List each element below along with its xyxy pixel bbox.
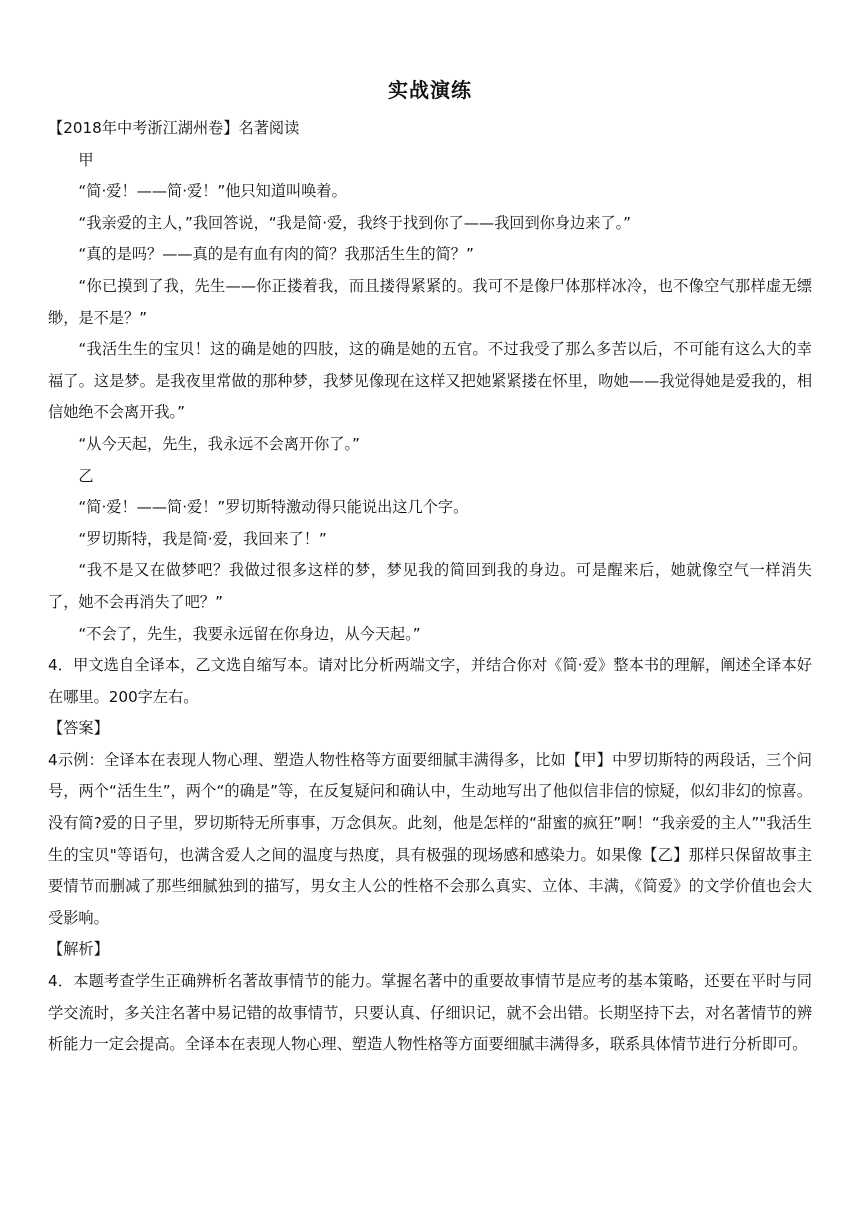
answer-heading: 【答案】: [48, 719, 109, 738]
page-title: 实战演练: [388, 78, 472, 102]
passage-b: [48, 461, 812, 651]
analysis-heading: 【解析】: [48, 940, 109, 959]
question-source: 【2018年中考浙江湖州卷】名著阅读: [48, 119, 300, 137]
passage-paragraph: “你已摸到了我，先生——你正搂着我，而且搂得紧紧的。我可不是像尸体那样冰冷，也不像空气那样虚无缥缈，是不是？”: [48, 276, 812, 327]
passage-paragraph: “简·爱！——简·爱！”他只知道叫唤着。: [78, 182, 347, 201]
passage-a: [48, 145, 812, 461]
passage-paragraph: “从今天起，先生，我永远不会离开你了。”: [78, 434, 360, 453]
question-prompt: 4．甲文选自全译本，乙文选自缩写本。请对比分析两端文字，并结合你对《简·爱》整本书的理解，阐述全译本好在哪里。200字左右。: [48, 656, 812, 706]
document-body: [48, 113, 812, 1061]
passage-paragraph: “简·爱！——简·爱！”罗切斯特激动得只能说出这几个字。: [78, 498, 469, 517]
passage-paragraph: “罗切斯特，我是简·爱，我回来了！”: [78, 529, 327, 548]
passage-paragraph: “我亲爱的主人，”我回答说，“我是简·爱，我终于找到你了——我回到你身边来了。”: [78, 213, 632, 232]
passage-paragraph: “我不是又在做梦吧？我做过很多这样的梦，梦见我的简回到我的身边。可是醒来后，她就像空气一样消失了，她不会再消失了吧？”: [48, 561, 812, 611]
answer-text: 4示例：全译本在表现人物心理、塑造人物性格等方面要细腻丰满得多，比如【甲】中罗切斯特的两段话，三个问号，两个“活生生”，两个“的确是”等，在反复疑问和确认中，生动地写出了他似信非信的惊疑，似幻非幻的惊喜。没有简?爱的日子里，罗切斯特无所事事，万念俱灰。此刻，他是怎样的“甜蜜的疯狂”啊！“我亲爱的主人”"我活生生的宝贝"等语句，也满含爱人之间的温度与热度，具有极强的现场感和感染力。如果像【乙】那样只保留故事主要情节而删减了那些细腻独到的描写，男女主人公的性格不会那么真实、立体、丰满，《简爱》的文学价值也会大受影响。: [48, 750, 812, 927]
passage-paragraph: “真的是吗？——真的是有血有肉的简？我那活生生的简？”: [78, 245, 474, 264]
passage-paragraph: “我活生生的宝贝！这的确是她的四肢，这的确是她的五官。不过我受了那么多苦以后，不可能有这么大的幸福了。这是梦。是我夜里常做的那种梦，我梦见像现在这样又把她紧紧搂在怀里，吻她——我觉得她是爱我的，相信她绝不会离开我。”: [48, 340, 812, 422]
passage-label: 甲: [78, 150, 94, 169]
passage-paragraph: “不会了，先生，我要永远留在你身边，从今天起。”: [78, 624, 421, 643]
analysis-text: 4．本题考查学生正确辨析名著故事情节的能力。掌握名著中的重要故事情节是应考的基本策略，还要在平时与同学交流时，多关注名著中易记错的故事情节，只要认真、仔细识记，就不会出错。长期坚持下去，对名著情节的辨析能力一定会提高。全译本在表现人物心理、塑造人物性格等方面要细腻丰满得多，联系具体情节进行分析即可。: [48, 972, 812, 1054]
passage-label: 乙: [78, 466, 94, 485]
